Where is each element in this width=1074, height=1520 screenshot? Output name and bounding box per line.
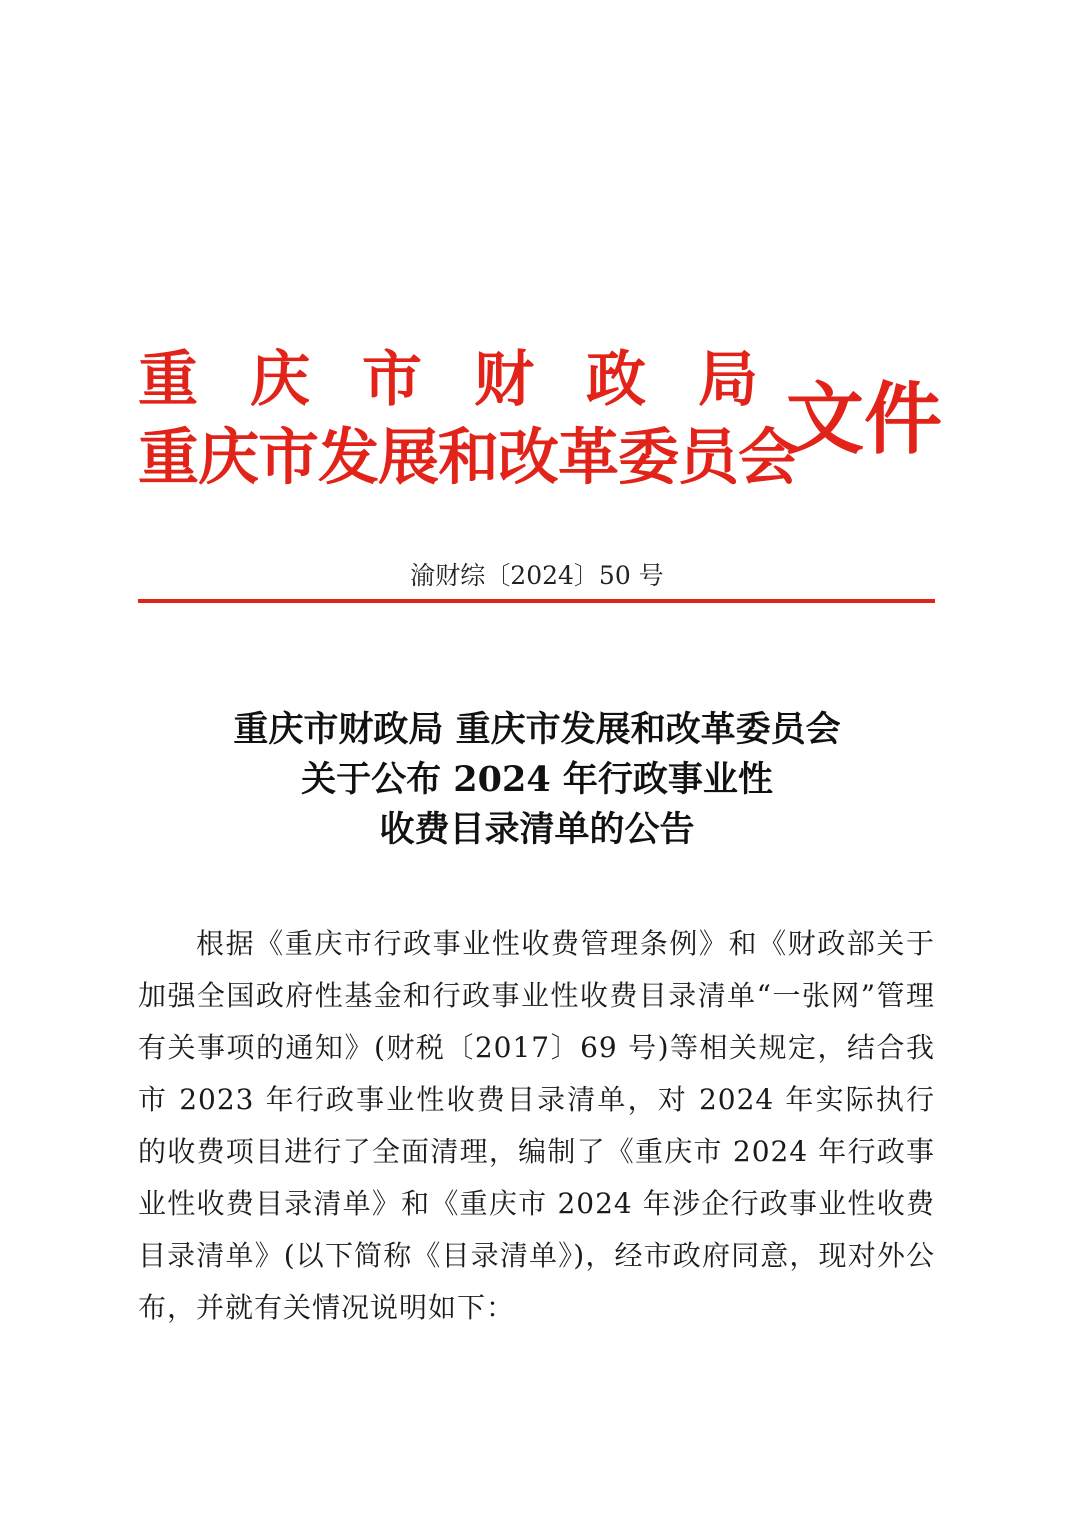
issuer-char: 重 — [138, 345, 198, 415]
body-paragraph: 根据《重庆市行政事业性收费管理条例》和《财政部关于加强全国政府性基金和行政事业性收费目录清单“一张网”管理有关事项的通知》(财税〔2017〕69 号)等相关规定，结合我市 2023 年行政事业性收费目录清单，对 2024 年实际执行的收费项目进行了全面清理，编制了《重庆市 2024 年行政事业性收费目录清单》和《重庆市 2024 年涉企行政事业性收费目录清单》(以下简称《目录清单》)，经市政府同意，现对外公布，并就有关情况说明如下： — [138, 927, 935, 1324]
issuer-char: 庆 — [250, 345, 310, 415]
document-number: 渝财综〔2024〕50 号 — [410, 561, 664, 590]
issuer-finance-bureau — [138, 345, 758, 415]
red-divider-rule — [138, 599, 935, 603]
title-line-2: 关于公布 2024 年行政事业性 — [301, 759, 773, 800]
issuer-char: 政 — [586, 345, 646, 415]
doc-type-label: 文件 — [786, 374, 943, 465]
title-line-3: 收费目录清单的公告 — [379, 809, 695, 850]
issuer-development-commission: 重庆市发展和改革委员会 — [138, 422, 799, 493]
document-title — [0, 705, 1074, 855]
issuer-char: 财 — [474, 345, 534, 415]
masthead — [138, 345, 943, 495]
issuer-char: 市 — [362, 345, 422, 415]
title-line-1: 重庆市财政局 重庆市发展和改革委员会 — [233, 709, 841, 750]
issuer-char: 局 — [698, 345, 758, 415]
